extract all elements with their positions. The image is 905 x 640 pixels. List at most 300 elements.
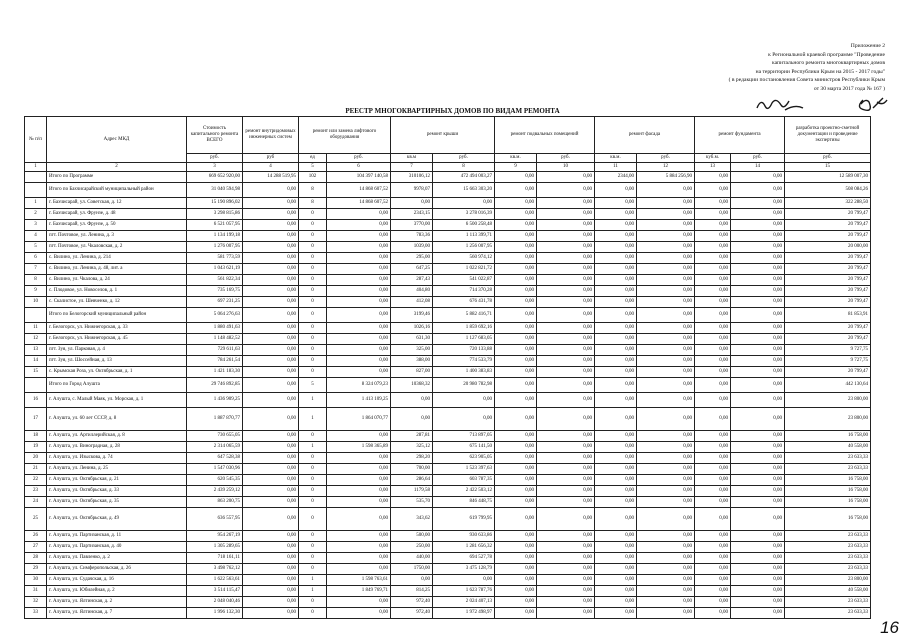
value-cell: 20 799,47 (785, 367, 871, 378)
value-cell: 12 589 007,30 (785, 172, 871, 183)
value-cell: 814,25 (391, 586, 433, 597)
row-number: 32 (25, 597, 47, 608)
row-number: 16 (25, 393, 47, 408)
value-cell: 0,00 (731, 508, 785, 531)
row-number: 20 (25, 453, 47, 464)
value-cell: 0 (299, 475, 327, 486)
value-cell: 0,00 (327, 297, 391, 308)
value-cell: 0,00 (433, 393, 495, 408)
value-cell: 0,00 (731, 334, 785, 345)
value-cell: 0,00 (495, 345, 537, 356)
value-cell: 0,00 (243, 608, 299, 619)
value-cell: 20 799,47 (785, 220, 871, 231)
value-cell: 0 (299, 431, 327, 442)
value-cell: 0,00 (243, 286, 299, 297)
value-cell: 0,00 (327, 231, 391, 242)
value-cell: 0,00 (637, 586, 695, 597)
value-cell: 0,00 (731, 198, 785, 209)
value-cell: 0,00 (327, 275, 391, 286)
value-cell: 0,00 (731, 356, 785, 367)
value-cell: 0,00 (495, 367, 537, 378)
value-cell: 0,00 (595, 209, 637, 220)
value-cell: 40 558,00 (785, 442, 871, 453)
value-cell: 0,00 (243, 253, 299, 264)
value-cell: 3 475 128,79 (433, 564, 495, 575)
value-cell: 0,00 (695, 393, 731, 408)
appendix-line: Приложение 2 (850, 43, 885, 49)
value-cell: 0,00 (243, 220, 299, 231)
address-cell: г. Алушта, ул. Ялтинская, д. 7 (47, 608, 187, 619)
value-cell: 1 022 821,72 (433, 264, 495, 275)
value-cell: 0,00 (595, 431, 637, 442)
row-number: 29 (25, 564, 47, 575)
value-cell: 0,00 (731, 367, 785, 378)
value-cell: 0 (299, 297, 327, 308)
column-number-cell: 7 (391, 163, 433, 172)
value-cell: 1 622 563,61 (187, 575, 243, 586)
row-number: 26 (25, 531, 47, 542)
value-cell: 0 (299, 564, 327, 575)
value-cell: 16 758,00 (785, 431, 871, 442)
value-cell: 0,00 (537, 453, 595, 464)
value-cell: 0,00 (695, 575, 731, 586)
value-cell: 0,00 (327, 542, 391, 553)
value-cell: 2 048 040,46 (187, 597, 243, 608)
value-cell: 0,00 (495, 553, 537, 564)
unit-cell: руб. (537, 154, 595, 163)
value-cell: 0,00 (637, 297, 695, 308)
value-cell: 500,00 (391, 531, 433, 542)
value-cell: 0,00 (695, 475, 731, 486)
value-cell: 0,00 (537, 464, 595, 475)
value-cell: 0,00 (391, 393, 433, 408)
row-number: 6 (25, 253, 47, 264)
value-cell: 1 623 787,76 (433, 586, 495, 597)
value-cell: 0,00 (731, 286, 785, 297)
appendix-line: на территории Республики Крым на 2015 - 2017 годы" (755, 68, 885, 75)
column-number-cell: 11 (595, 163, 637, 172)
value-cell: 0,00 (243, 334, 299, 345)
value-cell: 1750,00 (391, 564, 433, 575)
value-cell: 0,00 (595, 597, 637, 608)
value-cell: 0,00 (243, 198, 299, 209)
value-cell: 0 (299, 453, 327, 464)
value-cell: 783,36 (391, 231, 433, 242)
row-number: 14 (25, 356, 47, 367)
value-cell: 343,62 (391, 508, 433, 531)
value-cell: 0 (299, 231, 327, 242)
value-cell: 1 043 621,19 (187, 264, 243, 275)
value-cell: 535,70 (391, 497, 433, 508)
value-cell: 0,00 (637, 553, 695, 564)
value-cell: 631,30 (391, 334, 433, 345)
row-number: 4 (25, 231, 47, 242)
address-cell: г. Алушта, ул. Октябрьская, д. 33 (47, 486, 187, 497)
value-cell: 23 800,00 (785, 393, 871, 408)
appendix-note (585, 42, 885, 93)
row-number: 33 (25, 608, 47, 619)
row-number: 15 (25, 367, 47, 378)
value-cell: 0,00 (537, 286, 595, 297)
value-cell: 0,00 (731, 531, 785, 542)
value-cell: 0,00 (327, 608, 391, 619)
value-cell: 0,00 (537, 297, 595, 308)
column-number-cell: 1 (25, 163, 47, 172)
value-cell: 0,00 (731, 542, 785, 553)
value-cell: 0,00 (537, 323, 595, 334)
value-cell: 23 800,00 (785, 408, 871, 431)
value-cell: 774 533,79 (433, 356, 495, 367)
value-cell: 29 746 892,85 (187, 378, 243, 393)
value-cell: 0,00 (327, 220, 391, 231)
value-cell: 404,80 (391, 286, 433, 297)
value-cell: 0,00 (537, 486, 595, 497)
value-cell: 0,00 (327, 286, 391, 297)
value-cell: 0 (299, 253, 327, 264)
value-cell: 0,00 (731, 264, 785, 275)
appendix-line: ( в редакции постановления Совета министров Республики Крым (728, 77, 885, 83)
value-cell: 0,00 (695, 356, 731, 367)
value-cell: 0,00 (695, 231, 731, 242)
table-row (25, 297, 871, 308)
value-cell: 0,00 (495, 453, 537, 464)
column-number-cell: 5 (299, 163, 327, 172)
value-cell: 0,00 (695, 508, 731, 531)
value-cell: 561 822,34 (187, 275, 243, 286)
value-cell: 541 022,87 (433, 275, 495, 286)
value-cell: 1 276 007,95 (187, 242, 243, 253)
table-row (25, 608, 871, 619)
row-number: 1 (25, 198, 47, 209)
value-cell: 0,00 (243, 408, 299, 431)
value-cell: 0,00 (637, 442, 695, 453)
value-cell: 581 773,59 (187, 253, 243, 264)
row-number: 28 (25, 553, 47, 564)
column-number-cell: 4 (243, 163, 299, 172)
value-cell: 1 (299, 442, 327, 453)
unit-cell: руб. (637, 154, 695, 163)
value-cell: 0,00 (495, 323, 537, 334)
value-cell: 325,00 (391, 345, 433, 356)
value-cell: 0,00 (495, 597, 537, 608)
address-cell: с. Крымская Роза, ул. Октябрьская, д. 1 (47, 367, 187, 378)
address-cell: с. Вилино, ул. Чкалова, д. 24 (47, 275, 187, 286)
value-cell: 0 (299, 286, 327, 297)
header-roof: ремонт крыши (391, 117, 495, 154)
value-cell: 0,00 (537, 431, 595, 442)
column-number-cell: 2 (47, 163, 187, 172)
value-cell: 0,00 (637, 531, 695, 542)
value-cell: 0,00 (595, 608, 637, 619)
value-cell: 718 161,11 (187, 553, 243, 564)
value-cell: 310106,12 (391, 172, 433, 183)
value-cell: 0,00 (637, 242, 695, 253)
value-cell: 0,00 (537, 378, 595, 393)
value-cell: 0,00 (637, 286, 695, 297)
value-cell: 0,00 (537, 345, 595, 356)
row-number: 18 (25, 431, 47, 442)
value-cell: 0 (299, 464, 327, 475)
value-cell: 0,00 (731, 220, 785, 231)
value-cell: 104 397 140,58 (327, 172, 391, 183)
value-cell: 730 655,05 (187, 431, 243, 442)
value-cell: 647 528,38 (187, 453, 243, 464)
value-cell: 0,00 (595, 586, 637, 597)
value-cell: 0 (299, 367, 327, 378)
row-number: 21 (25, 464, 47, 475)
value-cell: 0 (299, 553, 327, 564)
value-cell: 0,00 (595, 442, 637, 453)
address-cell: г. Алушта, с. Малый Маяк, ул. Морская, д. 1 (47, 393, 187, 408)
value-cell: 0,00 (731, 597, 785, 608)
value-cell: 0,00 (327, 334, 391, 345)
value-cell: 0,00 (327, 431, 391, 442)
value-cell: 0,00 (595, 486, 637, 497)
value-cell: 0,00 (327, 345, 391, 356)
value-cell: 325,12 (391, 442, 433, 453)
value-cell: 0,00 (595, 231, 637, 242)
value-cell: 0,00 (327, 356, 391, 367)
row-number: 24 (25, 497, 47, 508)
table-row (25, 575, 871, 586)
subtotal-row (25, 378, 871, 393)
table-row (25, 286, 871, 297)
value-cell: 0,00 (695, 183, 731, 198)
header-row (25, 117, 871, 154)
address-cell: г. Алушта, ул. Октябрьская, д. 49 (47, 508, 187, 531)
value-cell: 619 799,95 (433, 508, 495, 531)
value-cell: 0,00 (695, 275, 731, 286)
row-number: 11 (25, 323, 47, 334)
value-cell: 0,00 (433, 408, 495, 431)
value-cell: 0,00 (537, 575, 595, 586)
value-cell: 0,00 (537, 586, 595, 597)
value-cell: 0,00 (637, 464, 695, 475)
value-cell: 0,00 (595, 183, 637, 198)
value-cell: 16 758,00 (785, 475, 871, 486)
value-cell: 0,00 (327, 253, 391, 264)
value-cell: 20 799,47 (785, 297, 871, 308)
value-cell: 442 130,64 (785, 378, 871, 393)
column-number-cell: 13 (695, 163, 731, 172)
row-number: 3 (25, 220, 47, 231)
value-cell: 0,00 (243, 453, 299, 464)
value-cell: 0,00 (595, 542, 637, 553)
header-facade: ремонт фасада (595, 117, 695, 154)
value-cell: 0,00 (695, 497, 731, 508)
table-row (25, 264, 871, 275)
value-cell: 0,00 (637, 308, 695, 323)
value-cell: 1179,58 (391, 486, 433, 497)
value-cell: 0,00 (537, 393, 595, 408)
value-cell: 675 141,50 (433, 442, 495, 453)
value-cell: 0 (299, 356, 327, 367)
value-cell: 0,00 (243, 542, 299, 553)
value-cell: 0,00 (731, 408, 785, 431)
value-cell: 14 868 607,52 (327, 198, 391, 209)
value-cell: 0,00 (595, 378, 637, 393)
value-cell: 1 (299, 393, 327, 408)
value-cell: 0,00 (595, 508, 637, 531)
value-cell: 0,00 (595, 475, 637, 486)
table-row (25, 475, 871, 486)
value-cell: 735 169,75 (187, 286, 243, 297)
value-cell: 0,00 (695, 442, 731, 453)
value-cell: 0,00 (595, 356, 637, 367)
row-number: 19 (25, 442, 47, 453)
header-design: разработка проектно-сметной документации и проведение экспертизы (785, 117, 871, 154)
value-cell: 0,00 (595, 497, 637, 508)
table-row (25, 367, 871, 378)
unit-cell: руб. (327, 154, 391, 163)
value-cell: 20 799,47 (785, 209, 871, 220)
value-cell: 0,00 (537, 231, 595, 242)
value-cell: 23 633,33 (785, 564, 871, 575)
value-cell: 0,00 (537, 172, 595, 183)
value-cell: 694 527,78 (433, 553, 495, 564)
value-cell: 0,00 (637, 198, 695, 209)
value-cell: 0,00 (731, 497, 785, 508)
value-cell: 16 758,00 (785, 508, 871, 531)
value-cell: 0,00 (243, 431, 299, 442)
value-cell: 0,00 (731, 608, 785, 619)
value-cell: 0,00 (695, 242, 731, 253)
value-cell: 0,00 (495, 608, 537, 619)
value-cell: 0,00 (695, 531, 731, 542)
value-cell: 5 (299, 378, 327, 393)
value-cell: 0,00 (327, 264, 391, 275)
value-cell: 0,00 (243, 209, 299, 220)
value-cell: 0,00 (731, 209, 785, 220)
value-cell: 0 (299, 334, 327, 345)
address-cell: г. Бахчисарай, ул. Фрунзе, д. 50 (47, 220, 187, 231)
value-cell: 1 598 365,89 (327, 442, 391, 453)
row-number: 31 (25, 586, 47, 597)
value-cell: 0,00 (731, 475, 785, 486)
value-cell: 0,00 (243, 345, 299, 356)
value-cell: 0,00 (495, 575, 537, 586)
value-cell: 0,00 (637, 253, 695, 264)
value-cell: 0 (299, 275, 327, 286)
value-cell: 0 (299, 264, 327, 275)
value-cell: 0,00 (537, 531, 595, 542)
value-cell: 0,00 (595, 334, 637, 345)
value-cell: 0,00 (595, 297, 637, 308)
value-cell: 1 887 870,77 (187, 408, 243, 431)
value-cell: 1039,00 (391, 242, 433, 253)
value-cell: 0,00 (327, 486, 391, 497)
value-cell: 0,00 (537, 264, 595, 275)
value-cell: 0,00 (695, 334, 731, 345)
value-cell: 0,00 (731, 378, 785, 393)
value-cell: 863 200,75 (187, 497, 243, 508)
value-cell: 0,00 (595, 553, 637, 564)
appendix-line: капитального ремонта многоквартирных домов (771, 60, 885, 66)
value-cell: 0,00 (243, 531, 299, 542)
value-cell: 1 134 199,18 (187, 231, 243, 242)
value-cell: 0,00 (537, 497, 595, 508)
appendix-line: к Региональной краевой программе "Проведение (768, 51, 885, 58)
value-cell: 0,00 (695, 253, 731, 264)
value-cell: 0,00 (243, 356, 299, 367)
value-cell: 298,20 (391, 453, 433, 464)
value-cell: 0,00 (731, 183, 785, 198)
value-cell: 0,00 (327, 564, 391, 575)
address-cell: г. Белогорск, ул. Нижнегорская, д. 45 (47, 334, 187, 345)
value-cell: 972,40 (391, 597, 433, 608)
value-cell: 9 727,75 (785, 356, 871, 367)
value-cell: 23 633,33 (785, 542, 871, 553)
value-cell: 295,00 (391, 253, 433, 264)
address-cell: г. Алушта, ул. Партизанская, д. 40 (47, 542, 187, 553)
row-number: 7 (25, 264, 47, 275)
value-cell: 0,00 (731, 242, 785, 253)
value-cell: 603 787,35 (433, 475, 495, 486)
value-cell: 0,00 (595, 308, 637, 323)
address-cell: г. Алушта, ул. Судачская, д. 16 (47, 575, 187, 586)
value-cell: 647,25 (391, 264, 433, 275)
appendix-line: от 30 марта 2017 года № 167 ) (813, 85, 885, 92)
value-cell: 20 980 782,98 (433, 378, 495, 393)
value-cell: 0,00 (495, 542, 537, 553)
value-cell: 0,00 (731, 486, 785, 497)
value-cell: 1 972 498,97 (433, 608, 495, 619)
table-row (25, 242, 871, 253)
value-cell: 23 633,33 (785, 597, 871, 608)
value-cell: 2343,15 (391, 209, 433, 220)
value-cell: 0,00 (495, 497, 537, 508)
row-number: 25 (25, 508, 47, 531)
value-cell: 0,00 (595, 198, 637, 209)
value-cell: 0,00 (637, 393, 695, 408)
table-row (25, 408, 871, 431)
address-cell: Итого по Город Алушта (47, 378, 187, 393)
address-cell: г. Алушта, ул. Партизанская, д. 11 (47, 531, 187, 542)
value-cell: 0,00 (695, 172, 731, 183)
value-cell: 2 422 503,12 (433, 486, 495, 497)
value-cell: 20 000,00 (785, 242, 871, 253)
value-cell: 2 314 065,59 (187, 442, 243, 453)
header-num: № п/п (25, 117, 47, 163)
value-cell: 3 514 115,47 (187, 586, 243, 597)
value-cell: 560 974,12 (433, 253, 495, 264)
value-cell: 412,08 (391, 297, 433, 308)
column-number-cell: 15 (785, 163, 871, 172)
value-cell: 0,00 (731, 393, 785, 408)
column-number-row (25, 163, 871, 172)
header-lifts: ремонт или замена лифтового оборудования (299, 117, 391, 154)
row-number: 10 (25, 297, 47, 308)
value-cell: 0,00 (637, 275, 695, 286)
value-cell: 784 261,54 (187, 356, 243, 367)
value-cell: 6 500 258,48 (433, 220, 495, 231)
value-cell: 0,00 (243, 264, 299, 275)
value-cell: 3 498 762,12 (187, 564, 243, 575)
table-row (25, 253, 871, 264)
value-cell: 0,00 (695, 564, 731, 575)
value-cell: 2 439 259,12 (187, 486, 243, 497)
column-number-cell: 12 (637, 163, 695, 172)
value-cell: 3 298 815,86 (187, 209, 243, 220)
value-cell: 508 084,26 (785, 183, 871, 198)
value-cell: 0,00 (731, 323, 785, 334)
value-cell: 846 448,75 (433, 497, 495, 508)
value-cell: 2 024 407,13 (433, 597, 495, 608)
value-cell: 0,00 (537, 253, 595, 264)
value-cell: 0,00 (595, 393, 637, 408)
value-cell: 0,00 (595, 275, 637, 286)
address-cell: г. Алушта, ул. Юбилейная, д. 2 (47, 586, 187, 597)
